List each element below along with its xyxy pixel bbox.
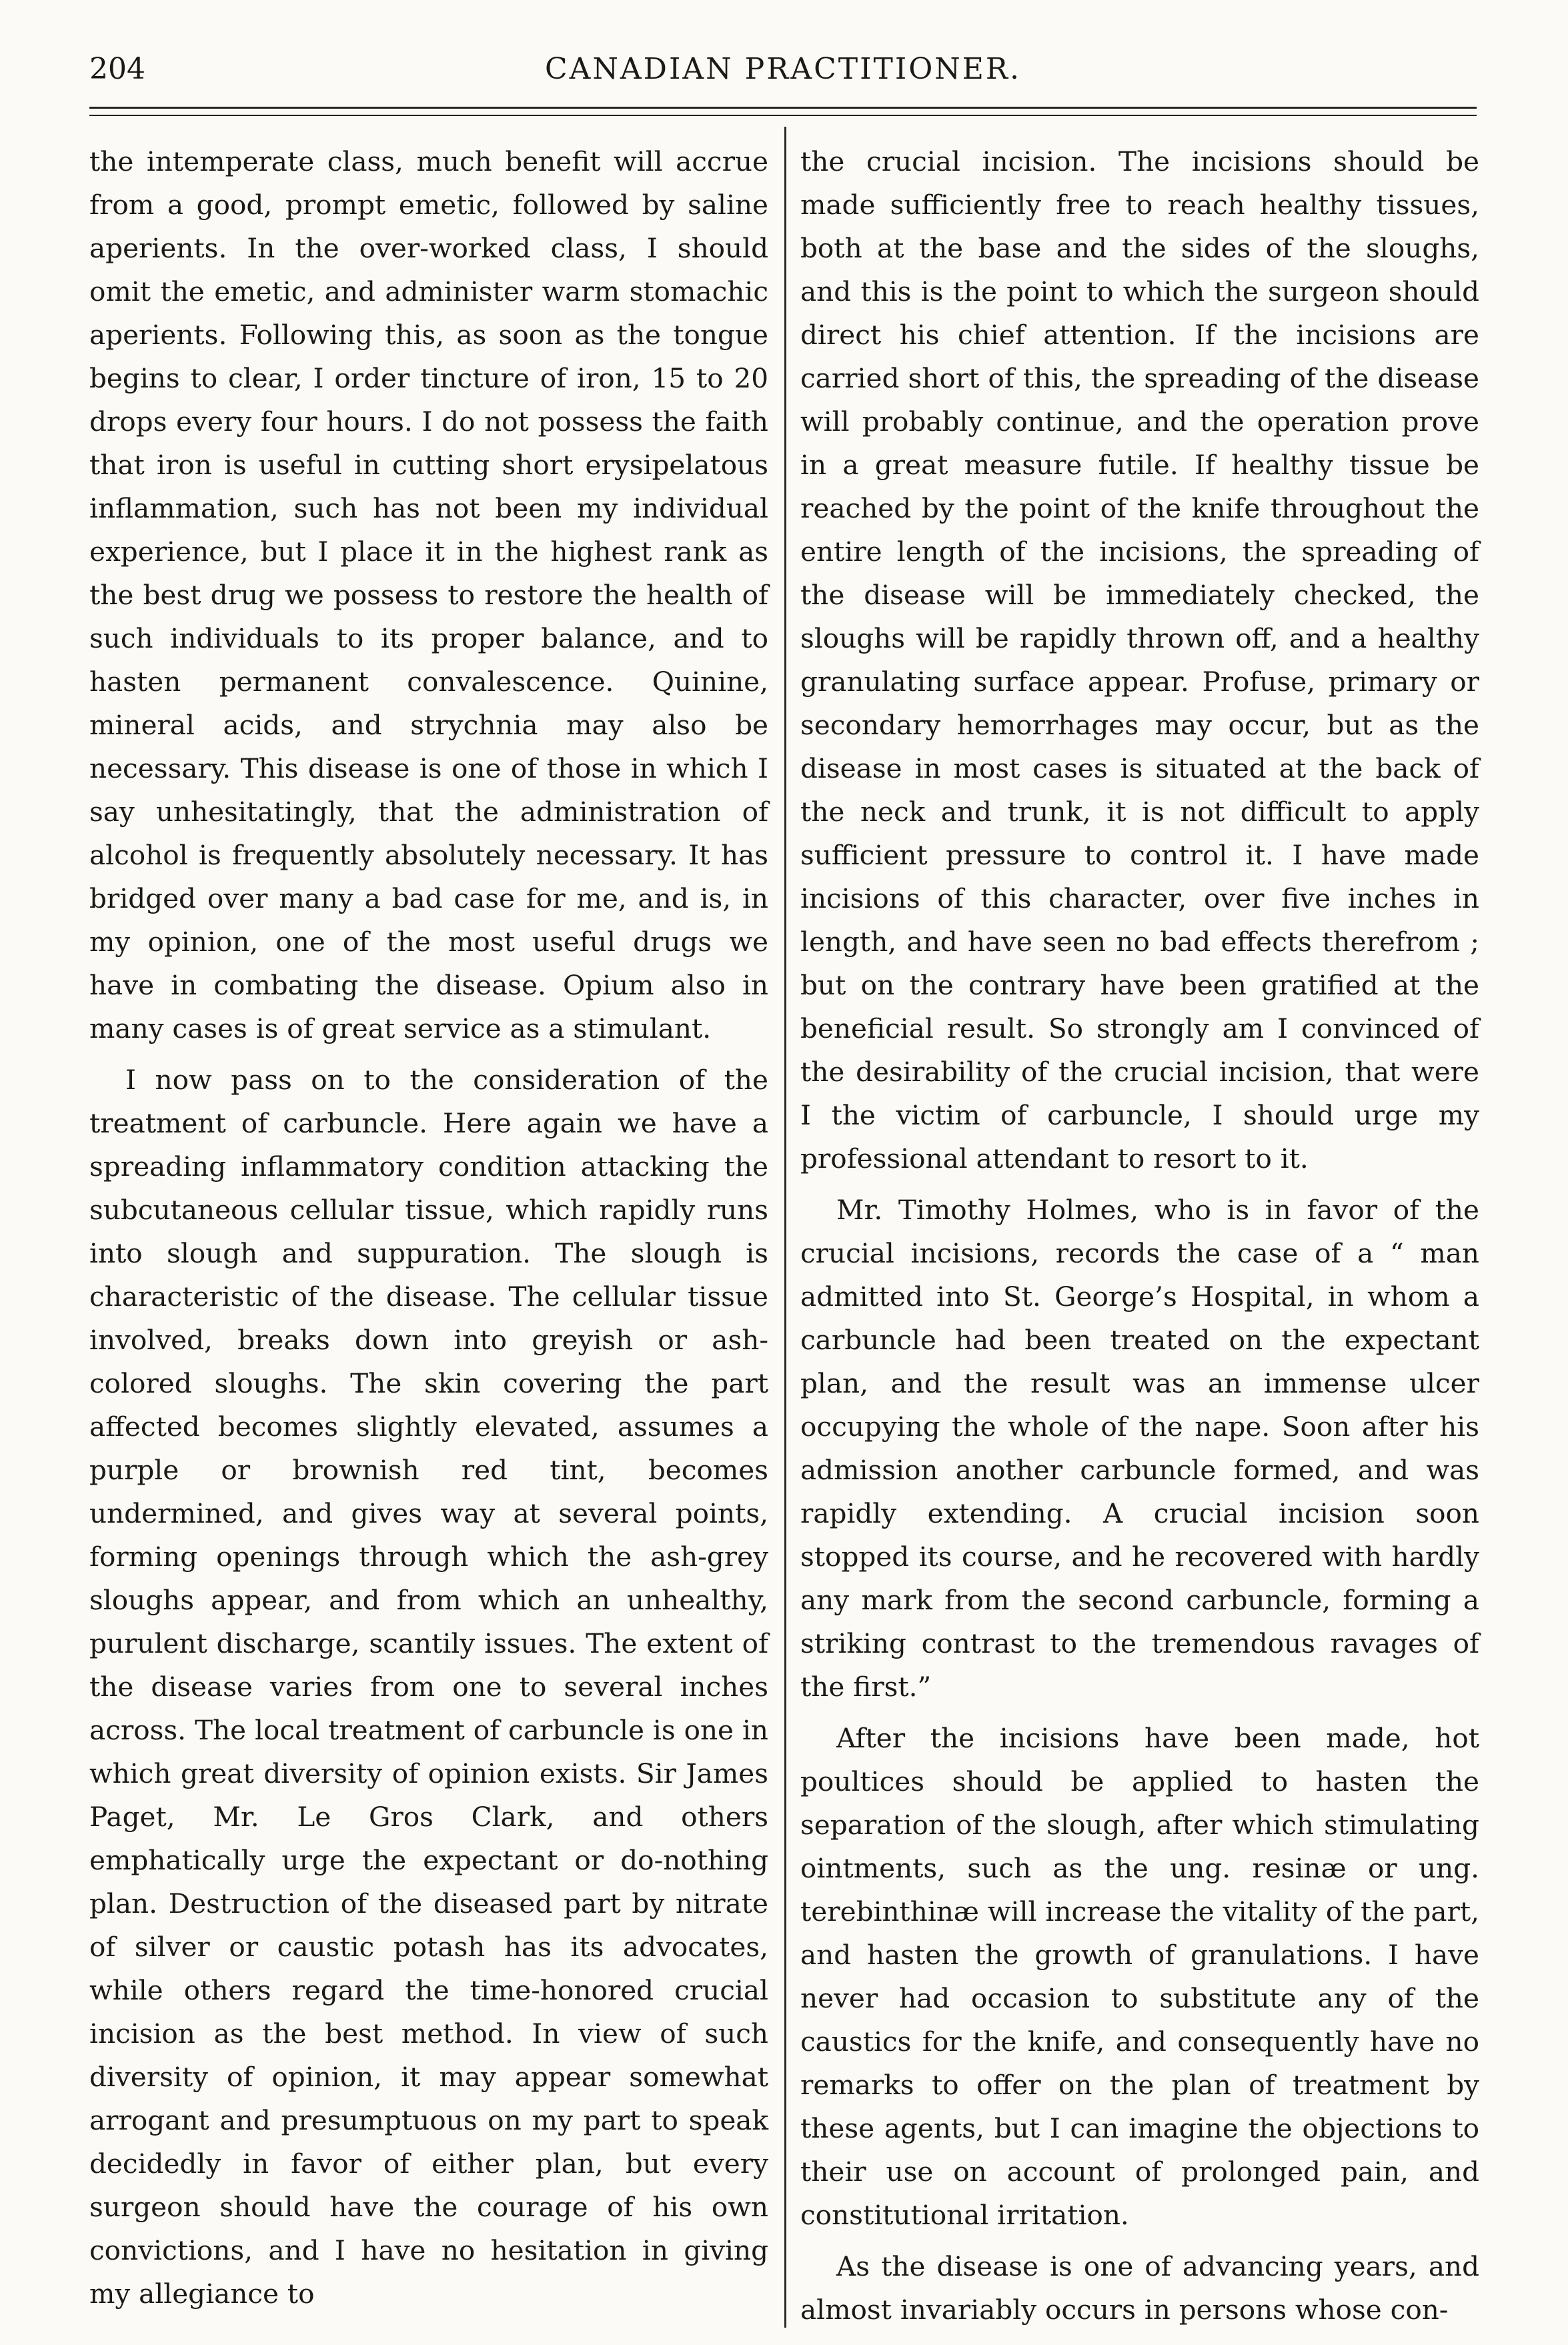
paragraph: Mr. Timothy Holmes, who is in favor of the crucial incisions, records the case of a “ man admitted into St. George’s Hospital, in whom a carbuncle had been treated on the expectant plan, and the result was an immense ulcer occupying the whole of the nape. Soon after his admission another carbuncle formed, and was rapidly extending. A crucial incision soon stopped its course, and he recovered with hardly any mark from the second carbuncle, forming a striking contrast to the tremendous ravages of the first.” [800, 1194, 1479, 1703]
column-divider [784, 127, 786, 2328]
page-number: 204 [89, 52, 145, 86]
paragraph: After the incisions have been made, hot poultices should be applied to hasten the separation of the slough, after which stimulating ointments, such as the ung. resinæ or ung. terebinthinæ will increase the vitality of the part, and hasten the growth of granulations. I have never had occasion to substitute any of the caustics for the knife, and consequently have no remarks to offer on the plan of treatment by these agents, but I can imagine the objections to their use on account of prolonged pain, and constitutional irritation. [800, 1722, 1479, 2231]
header-rule-thick [89, 107, 1477, 109]
paragraph: As the disease is one of advancing years, and almost invariably occurs in persons whose con- [800, 2250, 1479, 2326]
paragraph: I now pass on to the consideration of the treatment of carbuncle. Here again we have a spreading inflammatory condition attacking the subcutaneous cellular tissue, which rapidly runs into slough and suppuration. The slough is characteristic of the disease. The cellular tissue involved, breaks down into greyish or ash-colored sloughs. The skin covering the part affected becomes slightly elevated, assumes a purple or brownish red tint, becomes undermined, and gives way at several points, forming openings through which the ash-grey sloughs appear, and from which an unhealthy, purulent discharge, scantily issues. The extent of the disease varies from one to several inches across. The local treatment of carbuncle is one in which great diversity of opinion exists. Sir James Paget, Mr. Le Gros Clark, and others emphatically urge the expectant or do-nothing plan. Destruction of the diseased part by nitrate of silver or caustic potash has its advocates, while others regard the time-honored crucial incision as the best method. In view of such diversity of opinion, it may appear somewhat arrogant and presumptuous on my part to speak decidedly in favor of either plan, but every surgeon should have the courage of his own convictions, and I have no hesitation in giving my allegiance to [89, 1064, 768, 2310]
page-header [89, 48, 1477, 101]
paragraph: the intemperate class, much benefit will accrue from a good, prompt emetic, followed by saline aperients. In the over-worked class, I should omit the emetic, and administer warm stomachic aperients. Following this, as soon as the tongue begins to clear, I order tincture of iron, 15 to 20 drops every four hours. I do not possess the faith that iron is useful in cutting short erysipelatous inflammation, such has not been my individual experience, but I place it in the highest rank as the best drug we possess to restore the health of such individuals to its proper balance, and to hasten permanent convalescence. Quinine, mineral acids, and strychnia may also be necessary. This disease is one of those in which I say unhesitatingly, that the administration of alcohol is frequently absolutely necessary. It has bridged over many a bad case for me, and is, in my opinion, one of the most useful drugs we have in combating the disease. Opium also in many cases is of great service as a stimulant. [89, 145, 768, 1044]
right-column [800, 140, 1479, 2332]
paragraph: the crucial incision. The incisions should be made sufficiently free to reach healthy tissues, both at the base and the sides of the sloughs, and this is the point to which the surgeon should direct his chief attention. If the incisions are carried short of this, the spreading of the disease will probably continue, and the operation prove in a great measure futile. If healthy tissue be reached by the point of the knife throughout the entire length of the incisions, the spreading of the disease will be immediately checked, the sloughs will be rapidly thrown off, and a healthy granulating surface appear. Profuse, primary or secondary hemorrhages may occur, but as the disease in most cases is situated at the back of the neck and trunk, it is not difficult to apply sufficient pressure to control it. I have made incisions of this character, over five inches in length, and have seen no bad effects therefrom ; but on the contrary have been gratified at the beneficial result. So strongly am I convinced of the desirability of the crucial incision, that were I the victim of carbuncle, I should urge my professional attendant to resort to it. [800, 145, 1479, 1175]
left-column [89, 140, 768, 2316]
running-title: CANADIAN PRACTITIONER. [544, 52, 1022, 86]
header-rule-thin [89, 115, 1477, 116]
